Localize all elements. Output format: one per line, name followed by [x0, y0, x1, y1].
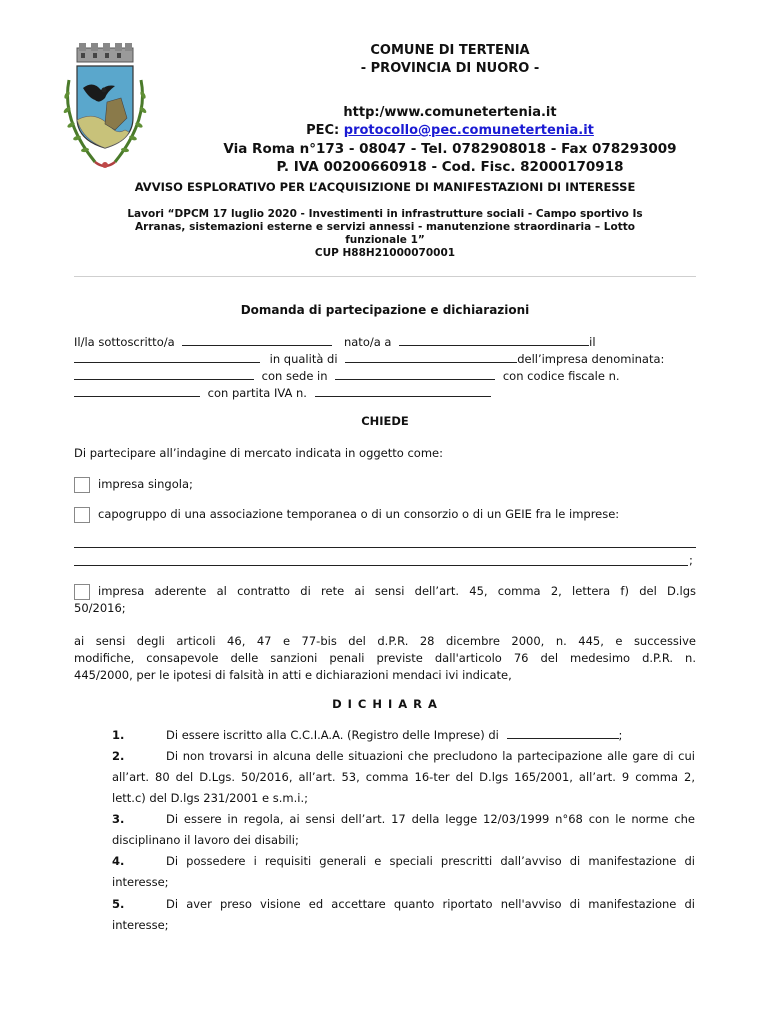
registro-imprese-field[interactable]: [507, 726, 619, 739]
impresa-field[interactable]: [74, 367, 254, 380]
imprese-line-1[interactable]: [74, 547, 696, 548]
item-text: Di possedere i requisiti generali e speciali prescritti dall’avviso di manifestazione di interesse;: [112, 854, 695, 889]
header-provincia: - PROVINCIA DI NUORO -: [360, 61, 540, 76]
sensi-line-3: 445/2000, per le ipotesi di falsità in atti e dichiarazioni mendaci ivi indicate,: [74, 668, 512, 682]
data-nascita-field[interactable]: [74, 350, 260, 363]
qualita-field[interactable]: [345, 350, 517, 363]
works-line-3: funzionale 1”: [345, 234, 425, 246]
header-website: http:/www.comunetertenia.it: [343, 105, 557, 120]
codice-fiscale-field[interactable]: [74, 384, 200, 397]
header-piva: P. IVA 00200660918 - Cod. Fisc. 82000170918: [276, 159, 624, 175]
label-sottoscritto: Il/la sottoscritto/a: [74, 335, 175, 349]
item-text: Di aver preso visione ed accettare quanto riportato nell'avviso di manifestazione di interesse;: [112, 897, 695, 932]
label-nato: nato/a a: [343, 335, 392, 349]
item-text: Di essere iscritto alla C.C.I.A.A. (Registro delle Imprese) di: [166, 728, 499, 742]
item-number: 1.: [112, 728, 125, 742]
item-number: 2.: [112, 749, 125, 763]
label-qualita: in qualità di: [269, 352, 338, 366]
field-row-2: [74, 350, 704, 368]
option-rete[interactable]: [74, 583, 696, 617]
item-number: 5.: [112, 897, 125, 911]
sensi-line-1: ai sensi degli articoli 46, 47 e 77-bis del d.P.R. 28 dicembre 2000, n. 445, e successive: [74, 634, 696, 648]
sede-field[interactable]: [335, 367, 495, 380]
municipal-crest-emblem: [55, 40, 155, 180]
item-tail: ;: [618, 728, 623, 742]
field-row-4: [74, 384, 704, 402]
pec-label: PEC:: [306, 123, 340, 138]
field-row-3: [74, 367, 704, 385]
option3-label-line-1: impresa aderente al contratto di rete ai sensi dell’art. 45, comma 2, lettera f) del D.lgs: [98, 584, 696, 598]
sottoscritto-field[interactable]: [182, 333, 332, 346]
form-title: Domanda di partecipazione e dichiarazioni: [240, 303, 530, 317]
checkbox-contratto-rete[interactable]: [74, 584, 90, 600]
header-comune: COMUNE DI TERTENIA: [370, 43, 530, 58]
works-line-1: Lavori “DPCM 17 luglio 2020 - Investimenti in infrastrutture sociali - Campo sportivo Is: [127, 208, 643, 220]
item-number: 4.: [112, 854, 125, 868]
declaration-item-2: [112, 746, 695, 809]
checkbox-capogruppo[interactable]: [74, 507, 90, 523]
notice-title: AVVISO ESPLORATIVO PER L’ACQUISIZIONE DI MANIFESTAZIONI DI INTERESSE: [134, 180, 636, 194]
dichiara-heading: D I C H I A R A: [332, 697, 438, 711]
option-capogruppo[interactable]: [74, 506, 619, 523]
label-cf: con codice fiscale n.: [502, 369, 620, 383]
chiede-heading: CHIEDE: [361, 414, 409, 428]
declaration-item-1: [112, 725, 695, 746]
field-row-1: [74, 333, 704, 351]
sensi-paragraph: [74, 633, 696, 684]
label-piva: con partita IVA n.: [207, 386, 307, 400]
sensi-line-2: modifiche, consapevole delle sanzioni penali previste dall'articolo 76 del medesimo d.P.R. n.: [74, 651, 696, 665]
label-sede: con sede in: [261, 369, 328, 383]
declaration-item-5: [112, 894, 695, 936]
option3-label-line-2: 50/2016;: [74, 601, 126, 615]
checkbox-impresa-singola[interactable]: [74, 477, 90, 493]
luogo-nascita-field[interactable]: [399, 333, 589, 346]
imprese-line-2[interactable]: [74, 565, 688, 566]
item-text: Di essere in regola, ai sensi dell’art. 17 della legge 12/03/1999 n°68 con le norme che disciplinano il lavoro dei disabili;: [112, 812, 695, 847]
works-line-2: Arranas, sistemazioni esterne e servizi annessi - manutenzione straordinaria – Lotto: [135, 221, 635, 233]
partita-iva-field[interactable]: [315, 384, 491, 397]
header-pec: [150, 122, 750, 140]
label-impresa: dell’impresa denominata:: [517, 352, 665, 366]
option-impresa-singola[interactable]: [74, 476, 193, 493]
declaration-item-4: [112, 851, 695, 893]
pec-email-link[interactable]: protocollo@pec.comunetertenia.it: [343, 123, 594, 138]
declaration-item-3: [112, 809, 695, 851]
option1-label: impresa singola;: [98, 477, 193, 491]
item-text: Di non trovarsi in alcuna delle situazioni che precludono la partecipazione alle gare di cui all’art. 80 del D.Lgs. 50/2016, all’art. 53, comma 16-ter del D.lgs 165/2001, all’art. 9 comma 2, lett.c) del D.lgs 231/2001 e s.m.i.;: [112, 749, 695, 805]
label-il: il: [589, 335, 596, 349]
works-description: [70, 208, 700, 260]
cup-code: CUP H88H21000070001: [314, 247, 456, 259]
option2-label: capogruppo di una associazione temporanea o di un consorzio o di un GEIE fra le imprese:: [98, 507, 620, 521]
chiede-intro: Di partecipare all’indagine di mercato indicata in oggetto come:: [74, 446, 443, 460]
divider: [74, 276, 696, 277]
item-number: 3.: [112, 812, 125, 826]
imprese-line-end: ;: [689, 553, 693, 567]
header-address: Via Roma n°173 - 08047 - Tel. 0782908018 - Fax 078293009: [223, 141, 677, 157]
